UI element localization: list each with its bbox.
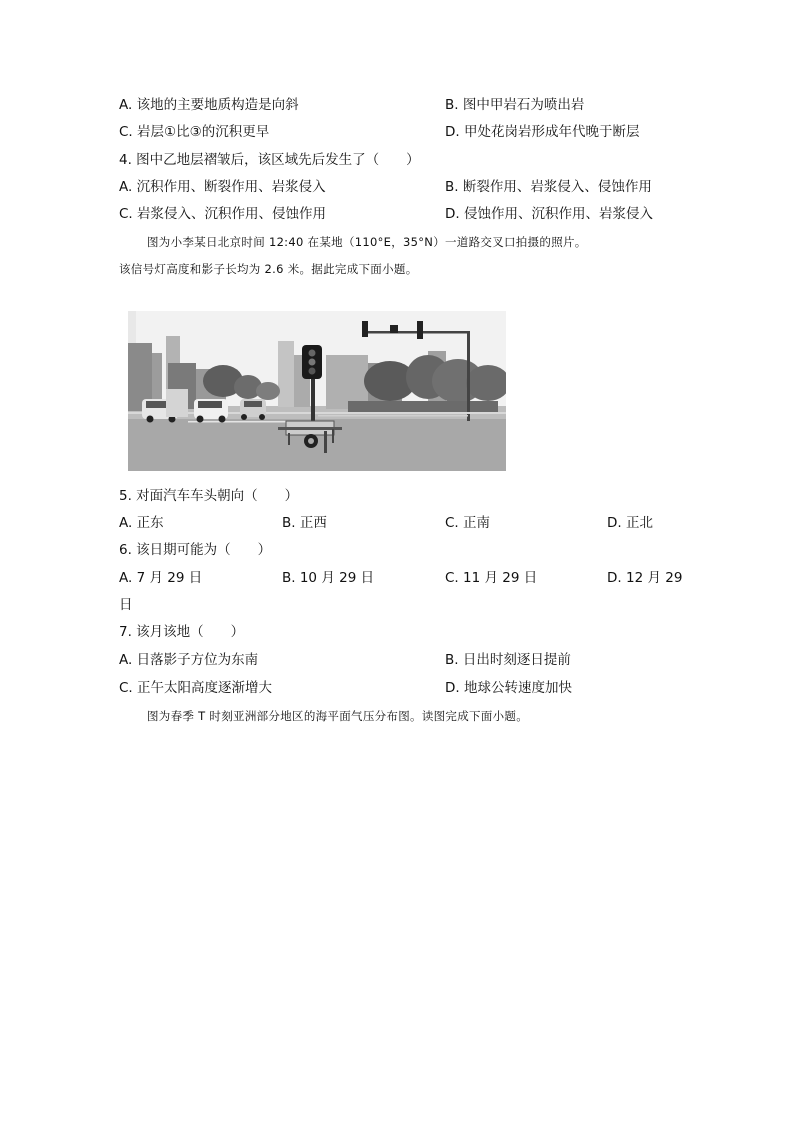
question-6-stem: 6. 该日期可能为（ ） bbox=[119, 542, 272, 558]
option-5b: B. 正西 bbox=[282, 515, 327, 531]
option-7a: A. 日落影子方位为东南 bbox=[119, 652, 259, 668]
question-7-stem: 7. 该月该地（ ） bbox=[119, 624, 245, 640]
question-5-stem: 5. 对面汽车车头朝向（ ） bbox=[119, 488, 299, 504]
option-7d: D. 地球公转速度加快 bbox=[445, 680, 572, 696]
option-7c: C. 正午太阳高度逐渐增大 bbox=[119, 680, 273, 696]
intro-2-line-1: 图为春季 T 时刻亚洲部分地区的海平面气压分布图。读图完成下面小题。 bbox=[147, 709, 529, 723]
option-6d: D. 12 月 29 bbox=[607, 570, 683, 586]
option-4d: D. 侵蚀作用、沉积作用、岩浆侵入 bbox=[445, 206, 653, 222]
street-intersection-photo bbox=[128, 311, 506, 471]
option-6d-wrap: 日 bbox=[119, 597, 133, 613]
option-4c: C. 岩浆侵入、沉积作用、侵蚀作用 bbox=[119, 206, 327, 222]
option-3b: B. 图中甲岩石为喷出岩 bbox=[445, 97, 585, 113]
option-7b: B. 日出时刻逐日提前 bbox=[445, 652, 571, 668]
option-5d: D. 正北 bbox=[607, 515, 653, 531]
option-6b: B. 10 月 29 日 bbox=[282, 570, 375, 586]
intro-1-line-1: 图为小李某日北京时间 12:40 在某地（110°E，35°N）一道路交叉口拍摄的照片。 bbox=[147, 235, 587, 249]
option-6c: C. 11 月 29 日 bbox=[445, 570, 538, 586]
option-5a: A. 正东 bbox=[119, 515, 164, 531]
option-6a: A. 7 月 29 日 bbox=[119, 570, 203, 586]
option-4b: B. 断裂作用、岩浆侵入、侵蚀作用 bbox=[445, 179, 652, 195]
question-4-stem: 4. 图中乙地层褶皱后，该区域先后发生了（ ） bbox=[119, 152, 420, 168]
intro-1-line-2: 该信号灯高度和影子长均为 2.6 米。据此完成下面小题。 bbox=[119, 262, 418, 276]
option-3c: C. 岩层①比③的沉积更早 bbox=[119, 124, 270, 140]
option-3a: A. 该地的主要地质构造是向斜 bbox=[119, 97, 299, 113]
option-5c: C. 正南 bbox=[445, 515, 491, 531]
option-3d: D. 甲处花岗岩形成年代晚于断层 bbox=[445, 124, 640, 140]
option-4a: A. 沉积作用、断裂作用、岩浆侵入 bbox=[119, 179, 326, 195]
